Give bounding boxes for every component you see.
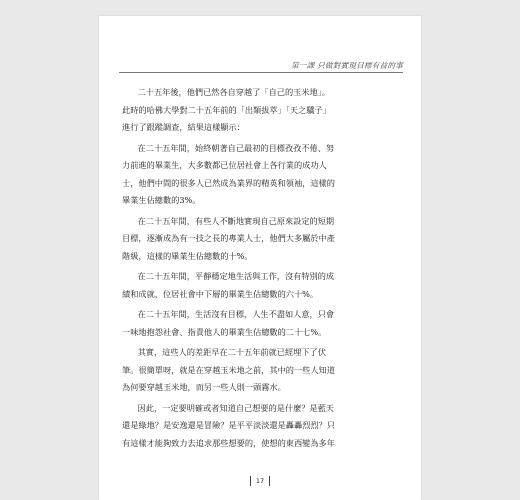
- text-line: 在二十五年間，有些人不斷地實現自己原來設定的短期: [137, 215, 335, 226]
- book-page: [99, 16, 421, 500]
- paragraph-5: [122, 306, 403, 341]
- text-line: 在二十五年間，生活沒有目標，人生不盡如人意，只會: [137, 309, 335, 319]
- body-text: [122, 84, 403, 455]
- text-line: 筆。很簡單呀，就是在穿越玉米地之前，其中的一些人知道: [122, 364, 335, 375]
- text-line: 為何要穿越玉米地，而另一些人則一頭霧水。: [122, 382, 286, 392]
- text-line: 在二十五年間，平靜穩定地生活與工作，沒有特別的成: [137, 271, 335, 281]
- text-line: 有這樣才能夠致力去追求那些想要的，使想的東西變為多年: [122, 437, 335, 448]
- paragraph-1: [122, 84, 403, 137]
- header-rule: [119, 72, 403, 73]
- text-line: 二十五年後，他們已然各自穿越了「自己的玉米地」。: [137, 87, 330, 97]
- paragraph-7: [122, 400, 403, 453]
- paragraph-2: [122, 140, 403, 210]
- text-line: 其實，這些人的差距早在二十五年前就已經埋下了伏: [137, 347, 326, 357]
- text-line: 績和成就，位居社會中下層的畢業生佔總數的六十%。: [122, 288, 319, 299]
- page-number: 17: [250, 476, 270, 486]
- text-line: 此時的哈佛大學對二十五年前的「出類拔萃」「天之驕子」: [122, 104, 331, 115]
- text-line: 力前進的畢業生，大多數都已位居社會上各行業的成功人: [122, 160, 327, 170]
- text-line: 畢業生佔總數的3%。: [122, 195, 201, 205]
- text-line: 目標，逐漸成為有一技之長的專業人士，他們大多屬於中產: [122, 233, 335, 243]
- paragraph-3: [122, 213, 403, 266]
- paragraph-6: [122, 344, 403, 397]
- text-line: 一味地抱怨社會、指責他人的畢業生佔總數的二十七%。: [122, 326, 327, 337]
- text-line: 士，他們中間的很多人已然成為業界的精英和領袖，這樣的: [122, 177, 335, 188]
- text-line: 因此，一定要明確或者知道自己想要的是什麼？是藍天: [137, 402, 335, 413]
- paragraph-4: [122, 268, 403, 303]
- running-header: 第一課 只做對實現目標有益的事: [291, 61, 403, 70]
- text-line: 進行了跟蹤調查，結果這樣顯示：: [122, 122, 245, 132]
- text-line: 還是綠地？是安逸還是冒險？是平平淡淡還是轟轟烈烈？只: [122, 420, 335, 430]
- text-line: 在二十五年間，始終朝著自己最初的目標孜孜不倦、努: [137, 142, 335, 153]
- text-line: 階級，這樣的畢業生佔總數的十%。: [122, 250, 253, 261]
- page-footer: [99, 468, 421, 487]
